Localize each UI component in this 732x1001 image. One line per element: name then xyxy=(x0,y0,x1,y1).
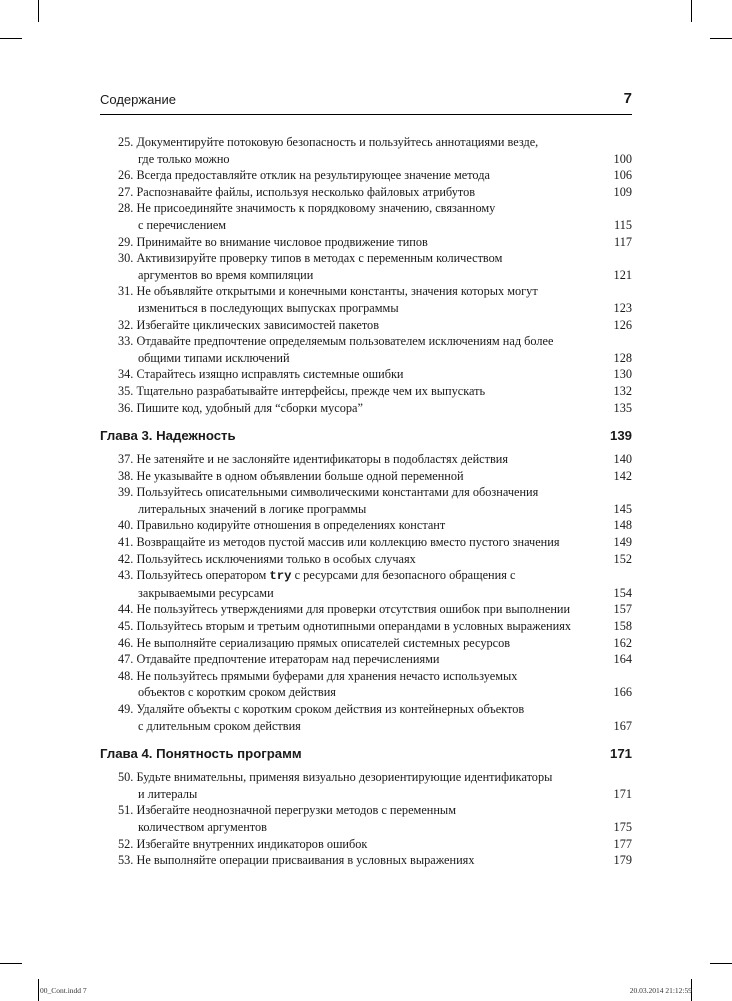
entry-page-number: 145 xyxy=(613,501,632,516)
entry-title xyxy=(100,167,632,184)
crop-mark xyxy=(691,0,692,22)
entry-page-number: 177 xyxy=(613,836,632,851)
entry-title-line: 53. Не выполняйте операции присваивания в условных выражениях xyxy=(118,853,475,868)
header-title: Содержание xyxy=(100,92,176,107)
entry-title-line: 39. Пользуйтесь описательными символическими константами для обозначения xyxy=(118,485,539,500)
entry-page-number: 142 xyxy=(613,468,632,483)
entry-title-line: литеральных значений в логике программы xyxy=(138,501,367,516)
entry-title-line: 25. Документируйте потоковую безопасность и пользуйтесь аннотациями везде, xyxy=(118,135,539,149)
entry-title-line: измениться в последующих выпусках программы xyxy=(138,300,399,315)
entry-title xyxy=(100,383,632,400)
toc-entry[interactable] xyxy=(100,234,632,251)
entry-title xyxy=(100,769,632,802)
entry-page-number: 123 xyxy=(613,300,632,315)
entry-title xyxy=(100,317,632,334)
toc-entry[interactable] xyxy=(100,484,632,517)
footer-timestamp: 20.03.2014 21:12:59 xyxy=(629,986,692,995)
entry-title-line: 43. Пользуйтесь оператором try с ресурсами для безопасного обращения с xyxy=(118,568,516,584)
entry-page-number: 149 xyxy=(613,535,632,550)
entry-title-line: объектов с коротким сроком действия xyxy=(138,685,336,700)
toc-entry[interactable] xyxy=(100,468,632,485)
entry-page-number: 154 xyxy=(613,585,632,600)
toc-entry[interactable] xyxy=(100,701,632,734)
entry-title xyxy=(100,668,632,701)
entry-title-line: 45. Пользуйтесь вторым и третьим однотипными операндами в условных выражениях xyxy=(118,619,572,634)
chapter-heading[interactable] xyxy=(100,743,632,765)
entry-title-line: 40. Правильно кодируйте отношения в определениях констант xyxy=(118,518,446,533)
footer-file-name: 00_Cont.indd 7 xyxy=(40,986,87,995)
toc-entry[interactable] xyxy=(100,852,632,869)
header-page-number: 7 xyxy=(623,90,632,107)
entry-title-line: общими типами исключений xyxy=(138,350,290,365)
table-of-contents xyxy=(100,134,632,869)
toc-entry[interactable] xyxy=(100,366,632,383)
entry-title-line: 50. Будьте внимательны, применяя визуально дезориентирующие идентификаторы xyxy=(118,770,553,785)
entry-title xyxy=(100,234,632,251)
entry-page-number: 167 xyxy=(613,718,632,733)
entry-title-line: 52. Избегайте внутренних индикаторов ошибок xyxy=(118,836,368,851)
toc-entry[interactable] xyxy=(100,283,632,316)
toc-entry[interactable] xyxy=(100,451,632,468)
entry-title-line: 48. Не пользуйтесь прямыми буферами для хранения нечасто используемых xyxy=(118,668,518,683)
entry-title xyxy=(100,601,632,618)
entry-title xyxy=(100,333,632,366)
crop-mark xyxy=(38,979,39,1001)
entry-page-number: 106 xyxy=(613,168,632,183)
inline-code-keyword: try xyxy=(269,569,292,584)
entry-title-line: и литералы xyxy=(138,786,198,801)
entry-title-line: с перечислением xyxy=(138,217,227,232)
toc-entry[interactable] xyxy=(100,333,632,366)
toc-entry[interactable] xyxy=(100,250,632,283)
entry-title-line: 46. Не выполняйте сериализацию прямых описателей системных ресурсов xyxy=(118,635,511,650)
chapter-title: Глава 3. Надежность xyxy=(100,428,236,444)
entry-page-number: 157 xyxy=(613,602,632,617)
entry-page-number: 148 xyxy=(613,518,632,533)
entry-title-line: 29. Принимайте во внимание числовое продвижение типов xyxy=(118,234,428,249)
crop-mark xyxy=(710,38,732,39)
entry-page-number: 162 xyxy=(613,635,632,650)
entry-page-number: 140 xyxy=(613,452,632,467)
entry-title xyxy=(100,451,632,468)
entry-title-line: 26. Всегда предоставляйте отклик на результирующее значение метода xyxy=(118,168,490,183)
entry-page-number: 126 xyxy=(613,317,632,332)
toc-entry[interactable] xyxy=(100,134,632,167)
entry-title-line: 37. Не затеняйте и не заслоняйте идентификаторы в подобластях действия xyxy=(118,452,509,467)
toc-entry[interactable] xyxy=(100,400,632,417)
entry-title-line: 44. Не пользуйтесь утверждениями для проверки отсутствия ошибок при выполнении xyxy=(118,602,571,617)
entry-title-line: 49. Удаляйте объекты с коротким сроком действия из контейнерных объектов xyxy=(118,702,525,716)
toc-entry[interactable] xyxy=(100,200,632,233)
entry-title-line: 28. Не присоединяйте значимость к порядковому значению, связанному xyxy=(118,201,496,216)
entry-title-line: 42. Пользуйтесь исключениями только в особых случаях xyxy=(118,551,416,566)
entry-page-number: 171 xyxy=(613,786,632,801)
toc-entry[interactable] xyxy=(100,601,632,618)
entry-title xyxy=(100,618,632,635)
entry-page-number: 117 xyxy=(614,234,632,249)
entry-title xyxy=(100,184,632,201)
entry-title xyxy=(100,651,632,668)
running-header xyxy=(100,92,632,110)
chapter-title: Глава 4. Понятность программ xyxy=(100,746,302,762)
entry-page-number: 132 xyxy=(613,383,632,398)
chapter-heading[interactable] xyxy=(100,425,632,447)
crop-mark xyxy=(38,0,39,22)
entry-title-line: 31. Не объявляйте открытыми и конечными константы, значения которых могут xyxy=(118,284,538,299)
toc-entry[interactable] xyxy=(100,635,632,652)
toc-entry[interactable] xyxy=(100,618,632,635)
header-rule xyxy=(100,114,632,115)
toc-entry[interactable] xyxy=(100,551,632,568)
entry-page-number: 152 xyxy=(613,551,632,566)
entry-title-line: количеством аргументов xyxy=(138,819,267,834)
toc-entry[interactable] xyxy=(100,184,632,201)
entry-title-line: 27. Распознавайте файлы, используя несколько файловых атрибутов xyxy=(118,184,476,199)
entry-title-line: 34. Старайтесь изящно исправлять системные ошибки xyxy=(118,367,404,382)
entry-title-line: 33. Отдавайте предпочтение определяемым пользователем исключениям над более xyxy=(118,334,554,349)
entry-title xyxy=(100,283,632,316)
toc-entry[interactable] xyxy=(100,567,632,601)
entry-title-line: 41. Возвращайте из методов пустой массив или коллекцию вместо пустого значения xyxy=(118,535,560,550)
entry-title xyxy=(100,852,632,869)
toc-entry[interactable] xyxy=(100,769,632,802)
entry-page-number: 135 xyxy=(613,400,632,415)
entry-title-line: с длительным сроком действия xyxy=(138,718,301,733)
entry-title xyxy=(100,468,632,485)
entry-title xyxy=(100,400,632,417)
entry-title xyxy=(100,250,632,283)
entry-page-number: 109 xyxy=(613,184,632,199)
entry-title-line: где только можно xyxy=(138,151,230,166)
entry-title-line: 38. Не указывайте в одном объявлении больше одной переменной xyxy=(118,468,464,483)
toc-entry[interactable] xyxy=(100,517,632,534)
entry-title xyxy=(100,567,632,601)
toc-entry[interactable] xyxy=(100,802,632,835)
entry-page-number: 179 xyxy=(613,853,632,868)
crop-mark xyxy=(710,963,732,964)
entry-title-line: закрываемыми ресурсами xyxy=(138,585,274,600)
entry-title-line: 51. Избегайте неоднозначной перегрузки методов с переменным xyxy=(118,803,456,818)
entry-page-number: 100 xyxy=(613,151,632,166)
toc-entry[interactable] xyxy=(100,651,632,668)
entry-page-number: 115 xyxy=(614,217,632,232)
entry-title-line: аргументов во время компиляции xyxy=(138,267,314,282)
chapter-page-number: 139 xyxy=(609,428,632,444)
crop-mark xyxy=(0,963,22,964)
entry-title xyxy=(100,200,632,233)
entry-title xyxy=(100,366,632,383)
crop-mark xyxy=(0,38,22,39)
entry-page-number: 175 xyxy=(613,819,632,834)
toc-entry[interactable] xyxy=(100,383,632,400)
entry-page-number: 130 xyxy=(613,367,632,382)
entry-title xyxy=(100,701,632,734)
entry-page-number: 128 xyxy=(613,350,632,365)
toc-entry[interactable] xyxy=(100,317,632,334)
entry-title xyxy=(100,551,632,568)
entry-title-line: 47. Отдавайте предпочтение итераторам над перечислениями xyxy=(118,652,440,667)
entry-title xyxy=(100,836,632,853)
entry-page-number: 164 xyxy=(613,652,632,667)
entry-page-number: 166 xyxy=(613,685,632,700)
entry-title-line: 35. Тщательно разрабатывайте интерфейсы, прежде чем их выпускать xyxy=(118,383,486,398)
entry-page-number: 121 xyxy=(613,267,632,282)
entry-page-number: 158 xyxy=(613,619,632,634)
entry-title xyxy=(100,534,632,551)
entry-title-line: 30. Активизируйте проверку типов в методах с переменным количеством xyxy=(118,251,503,266)
entry-title xyxy=(100,484,632,517)
toc-entry[interactable] xyxy=(100,167,632,184)
entry-title xyxy=(100,134,632,167)
entry-title xyxy=(100,517,632,534)
toc-entry[interactable] xyxy=(100,534,632,551)
toc-entry[interactable] xyxy=(100,668,632,701)
entry-title xyxy=(100,635,632,652)
entry-title xyxy=(100,802,632,835)
entry-title-line: 32. Избегайте циклических зависимостей пакетов xyxy=(118,317,380,332)
entry-title-line: 36. Пишите код, удобный для “сборки мусора” xyxy=(118,400,363,415)
toc-entry[interactable] xyxy=(100,836,632,853)
chapter-page-number: 171 xyxy=(609,746,632,762)
